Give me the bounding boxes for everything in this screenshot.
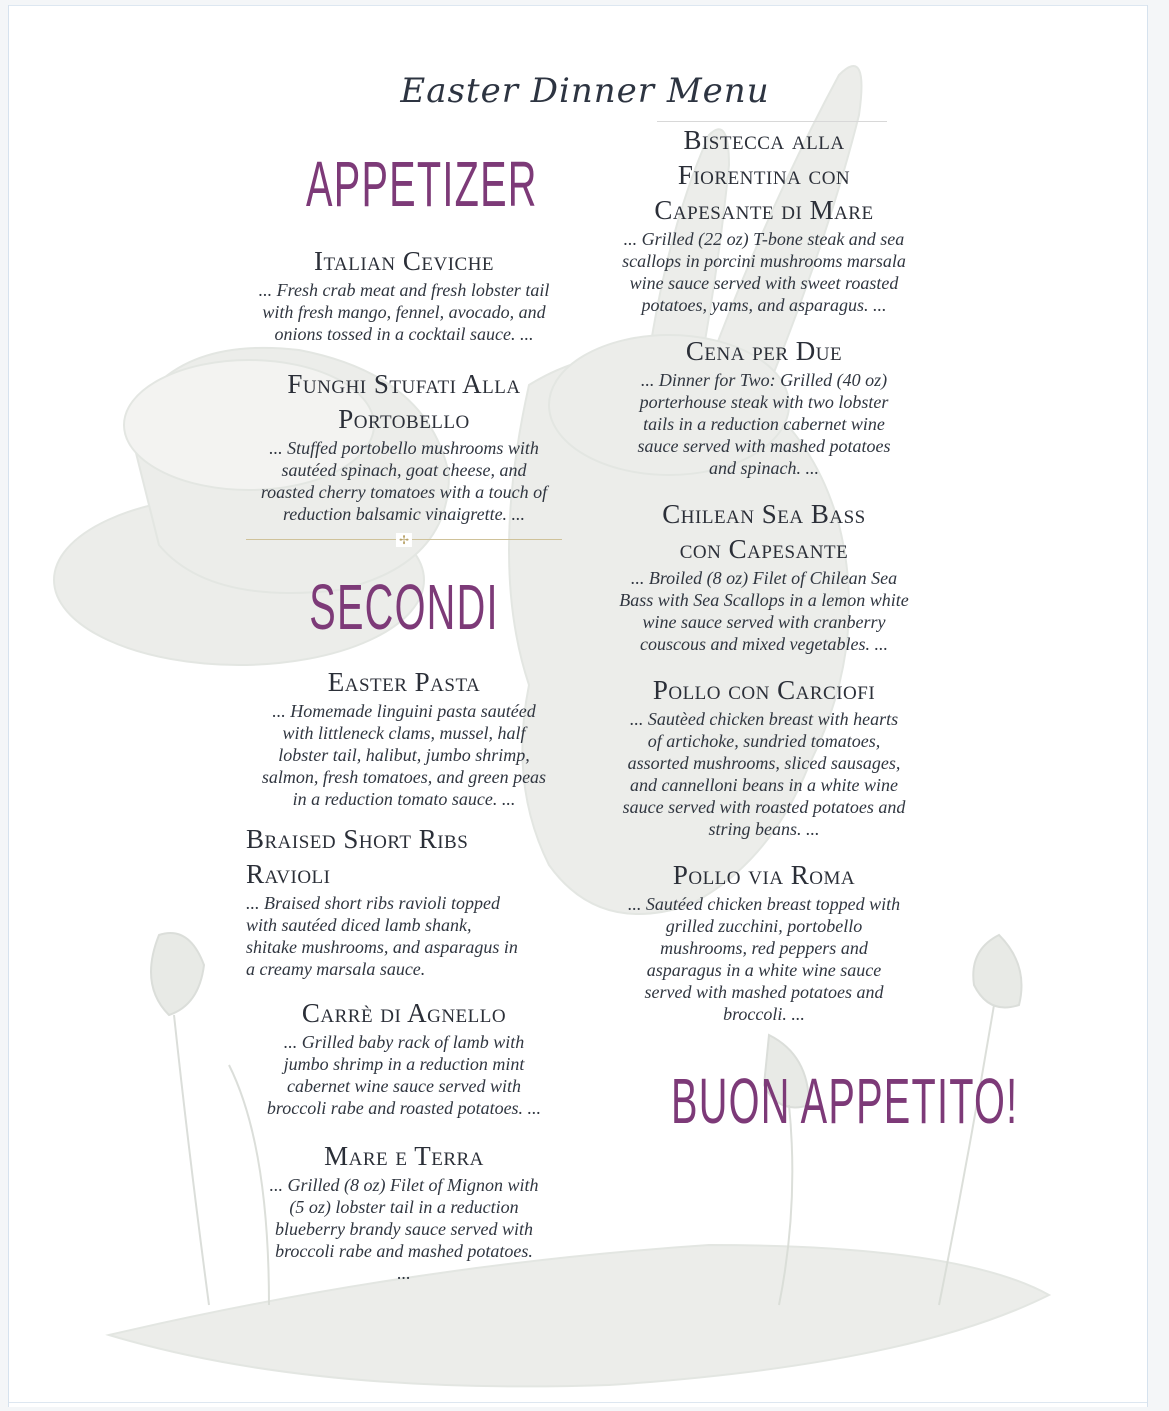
menu-item — [614, 673, 914, 840]
menu-title: Easter Dinner Menu — [400, 71, 770, 111]
item-description: ... Grilled (22 oz) T-bone steak and sea scallops in porcini mushrooms marsala wine sauce served with sweet roasted potatoes, yams, and asparagus. ... — [622, 229, 906, 315]
menu-item — [614, 334, 914, 479]
item-description: ... Homemade linguini pasta sautéed with littleneck clams, mussel, half lobster tail, halibut, jumbo shrimp, salmon, fresh tomatoes, and green peas in a reduction tomato sauce. ... — [261, 701, 547, 809]
item-name: Bistecca alla Fiorentina con Capesante di Mare — [654, 125, 874, 225]
item-description: ... Stuffed portobello mushrooms with sautéed spinach, goat cheese, and roasted cherry tomatoes with a touch of reduction balsamic vinaigrette. ... — [260, 438, 548, 524]
menu-item — [614, 497, 914, 655]
item-description: ... Braised short ribs ravioli topped with sautéed diced lamb shank, shitake mushrooms, and asparagus in a creamy marsala sauce. — [246, 893, 518, 979]
appetizer-heading: APPETIZER — [306, 148, 538, 220]
item-name: Pollo con Carciofi — [652, 675, 876, 705]
item-description: ... Dinner for Two: Grilled (40 oz) porterhouse steak with two lobster tails in a reduction cabernet wine sauce served with mashed potatoes and spinach. ... — [637, 370, 891, 478]
item-description: ... Grilled baby rack of lamb with jumbo shrimp in a reduction mint cabernet wine sauce served with broccoli rabe and roasted potatoes. ... — [266, 1032, 542, 1118]
title-rule — [657, 121, 887, 122]
menu-item — [614, 123, 914, 316]
item-name: Braised Short Ribs Ravioli — [246, 824, 469, 889]
flourish-icon: ✢ — [396, 533, 412, 547]
item-description: ... Sautèed chicken breast with hearts of artichoke, sundried tomatoes, assorted mushrooms, sliced sausages, and cannelloni beans in a white wine sauce served with roasted potatoes and string beans. ... — [622, 709, 906, 839]
item-description: ... Sautéed chicken breast topped with grilled zucchini, portobello mushrooms, red peppers and asparagus in a white wine sauce served with mashed potatoes and broccoli. ... — [627, 894, 901, 1024]
item-name: Italian Ceviche — [313, 246, 495, 276]
closing-heading: BUON APPETITO! — [671, 1065, 1019, 1137]
item-description: ... Broiled (8 oz) Filet of Chilean Sea Bass with Sea Scallops in a lemon white wine sauce served with cranberry couscous and mixed vegetables. ... — [619, 568, 909, 654]
item-name: Carrè di Agnello — [301, 998, 507, 1028]
section-divider — [246, 531, 562, 549]
item-description: ... Grilled (8 oz) Filet of Mignon with (5 oz) lobster tail in a reduction blueberry brandy sauce served with broccoli rabe and mashed potatoes. ... — [269, 1175, 539, 1283]
menu-item — [246, 665, 562, 810]
item-name: Pollo via Roma — [672, 860, 856, 890]
menu-item — [614, 858, 914, 1025]
item-description: ... Fresh crab meat and fresh lobster tail with fresh mango, fennel, avocado, and onions tossed in a cocktail sauce. ... — [258, 280, 550, 344]
item-name: Easter Pasta — [327, 667, 481, 697]
menu-item — [246, 244, 562, 345]
left-column — [246, 148, 562, 1306]
menu-item — [246, 1139, 562, 1284]
right-column — [614, 123, 1019, 1137]
menu-page — [8, 5, 1148, 1407]
secondi-heading: SECONDI — [309, 571, 499, 643]
easter-bunny-teacup-illustration — [9, 5, 1147, 1407]
item-name: Mare e Terra — [324, 1141, 484, 1171]
menu-item — [246, 996, 562, 1119]
menu-item — [246, 822, 562, 980]
menu-item — [246, 367, 562, 525]
item-name: Chilean Sea Bass con Capesante — [662, 499, 866, 564]
item-name: Funghi Stufati Alla Portobello — [287, 369, 521, 434]
item-name: Cena per Due — [685, 336, 843, 366]
